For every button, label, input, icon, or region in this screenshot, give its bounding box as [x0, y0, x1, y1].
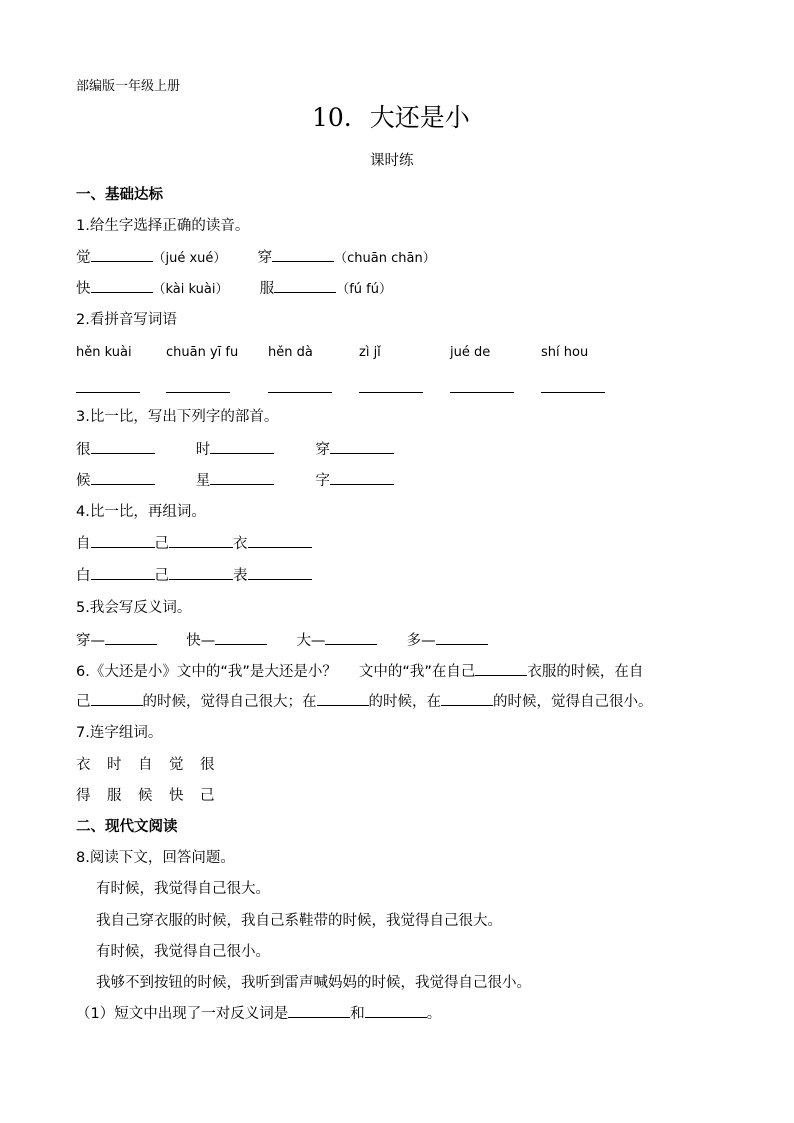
answer-blank[interactable] — [91, 280, 153, 293]
q6-text: 己 — [76, 694, 91, 710]
q6-line-2 — [76, 693, 653, 711]
answer-blank[interactable] — [105, 632, 157, 645]
section-heading-reading: 二、现代文阅读 — [76, 819, 178, 835]
q7-char[interactable]: 自 — [138, 757, 153, 773]
page-title — [312, 103, 470, 133]
answer-blank[interactable] — [475, 663, 527, 676]
passage-line: 我够不到按钮的时候，我听到雷声喊妈妈的时候，我觉得自己很小。 — [96, 975, 531, 991]
answer-blank[interactable] — [288, 1005, 350, 1018]
q6-text: 文中的“我”在自己 — [358, 664, 476, 680]
q3-char: 候 — [76, 473, 91, 489]
q2-prompt: 2.看拼音写词语 — [76, 312, 177, 328]
q1-char: 服 — [259, 281, 275, 297]
answer-blank[interactable] — [274, 280, 336, 293]
answer-blank[interactable] — [91, 567, 155, 580]
q3-char: 很 — [76, 442, 91, 458]
answer-blank[interactable] — [169, 567, 233, 580]
q4-row-1 — [76, 535, 312, 553]
q5-item: 多— — [406, 633, 436, 649]
q3-char: 字 — [315, 473, 330, 489]
q1-options: （jué xué） — [152, 251, 227, 266]
q6-text: 衣服的时候，在自 — [527, 664, 644, 680]
q2-pinyin-4: zì jǐ — [359, 345, 381, 360]
answer-blank[interactable] — [272, 249, 334, 262]
q1-char: 快 — [76, 281, 91, 297]
q1-options: （kài kuài） — [152, 282, 229, 297]
q4-char: 己 — [154, 536, 169, 552]
answer-blank[interactable] — [91, 441, 155, 454]
q5-item: 快— — [186, 633, 216, 649]
q2-pinyin-6: shí hou — [541, 345, 589, 360]
q8-sub-question-1 — [76, 1005, 441, 1023]
page-subtitle: 课时练 — [370, 153, 414, 169]
q1-options: （chuān chān） — [334, 251, 436, 266]
q8-prompt: 8.阅读下文，回答问题。 — [76, 850, 235, 866]
answer-blank[interactable] — [91, 535, 155, 548]
q3-char: 时 — [195, 442, 211, 458]
q6-text: 的时候，在 — [368, 694, 441, 710]
q1-prompt: 1.给生字选择正确的读音。 — [76, 218, 250, 234]
answer-blank[interactable] — [210, 472, 274, 485]
q3-char: 星 — [195, 473, 211, 489]
answer-blank[interactable] — [330, 472, 394, 485]
q7-char[interactable]: 很 — [200, 757, 215, 773]
q7-char[interactable]: 得 — [76, 788, 91, 804]
q4-char: 自 — [76, 536, 91, 552]
answer-blank[interactable] — [541, 392, 605, 393]
answer-blank[interactable] — [166, 392, 230, 393]
q6-text: 的时候，觉得自己很大；在 — [142, 694, 317, 710]
answer-blank[interactable] — [91, 472, 155, 485]
passage-line: 有时候，我觉得自己很小。 — [96, 944, 270, 960]
passage-line: 有时候，我觉得自己很大。 — [96, 881, 270, 897]
q2-pinyin-1: hěn kuài — [76, 345, 132, 360]
q6-line-1 — [76, 663, 643, 681]
q4-char: 表 — [233, 568, 248, 584]
q7-row-1 — [76, 756, 231, 774]
q3-char: 穿 — [315, 442, 330, 458]
q8-text: 。 — [426, 1006, 442, 1022]
q4-char: 己 — [154, 568, 169, 584]
answer-blank[interactable] — [325, 632, 377, 645]
answer-blank[interactable] — [436, 632, 488, 645]
answer-blank[interactable] — [268, 392, 332, 393]
q7-char[interactable]: 衣 — [76, 757, 91, 773]
q7-char[interactable]: 己 — [200, 788, 215, 804]
q7-char[interactable]: 觉 — [169, 757, 184, 773]
q7-row-2 — [76, 787, 231, 805]
q7-char[interactable]: 快 — [169, 788, 184, 804]
q3-prompt: 3.比一比，写出下列字的部首。 — [76, 409, 279, 425]
answer-blank[interactable] — [317, 693, 369, 706]
q2-pinyin-3: hěn dà — [268, 345, 313, 360]
q5-prompt: 5.我会写反义词。 — [76, 600, 192, 616]
q1-row-2 — [76, 280, 392, 298]
q8-text: （1）短文中出现了一对反义词是 — [76, 1006, 289, 1022]
q5-item: 大— — [296, 633, 326, 649]
q6-question: 6.《大还是小》文中的“我”是大还是小？ — [76, 664, 337, 680]
q4-prompt: 4.比一比，再组词。 — [76, 504, 206, 520]
q5-row — [76, 632, 488, 650]
q7-prompt: 7.连字组词。 — [76, 725, 163, 741]
answer-blank[interactable] — [76, 392, 140, 393]
section-heading-basic: 一、基础达标 — [76, 187, 163, 203]
passage-line: 我自己穿衣服的时候，我自己系鞋带的时候，我觉得自己很大。 — [96, 913, 502, 929]
answer-blank[interactable] — [248, 535, 312, 548]
answer-blank[interactable] — [450, 392, 514, 393]
q2-pinyin-5: jué de — [450, 345, 491, 360]
q2-pinyin-2: chuān yī fu — [166, 345, 239, 360]
edition-label: 部编版一年级上册 — [76, 79, 181, 94]
answer-blank[interactable] — [248, 567, 312, 580]
q4-char: 白 — [76, 568, 91, 584]
q5-item: 穿— — [76, 633, 105, 649]
q4-row-2 — [76, 567, 312, 585]
answer-blank[interactable] — [91, 249, 153, 262]
answer-blank[interactable] — [210, 441, 274, 454]
answer-blank[interactable] — [441, 693, 493, 706]
q1-row-1 — [76, 249, 436, 267]
q3-row-2 — [76, 472, 394, 490]
q6-text: 的时候，觉得自己很小。 — [493, 694, 653, 710]
q3-row-1 — [76, 441, 394, 459]
q8-text: 和 — [350, 1006, 365, 1022]
title-name: 大还是小 — [369, 103, 470, 132]
q7-char[interactable]: 候 — [138, 788, 153, 804]
answer-blank[interactable] — [359, 392, 423, 393]
answer-blank[interactable] — [91, 693, 143, 706]
q1-char: 穿 — [257, 250, 273, 266]
title-number: 10. — [312, 103, 352, 132]
q1-options: （fú fú） — [336, 282, 392, 297]
answer-blank[interactable] — [169, 535, 233, 548]
q7-char[interactable]: 服 — [107, 788, 122, 804]
q4-char: 衣 — [233, 536, 248, 552]
answer-blank[interactable] — [330, 441, 394, 454]
q7-char[interactable]: 时 — [107, 757, 122, 773]
q1-char: 觉 — [76, 250, 91, 266]
answer-blank[interactable] — [365, 1005, 427, 1018]
answer-blank[interactable] — [215, 632, 267, 645]
